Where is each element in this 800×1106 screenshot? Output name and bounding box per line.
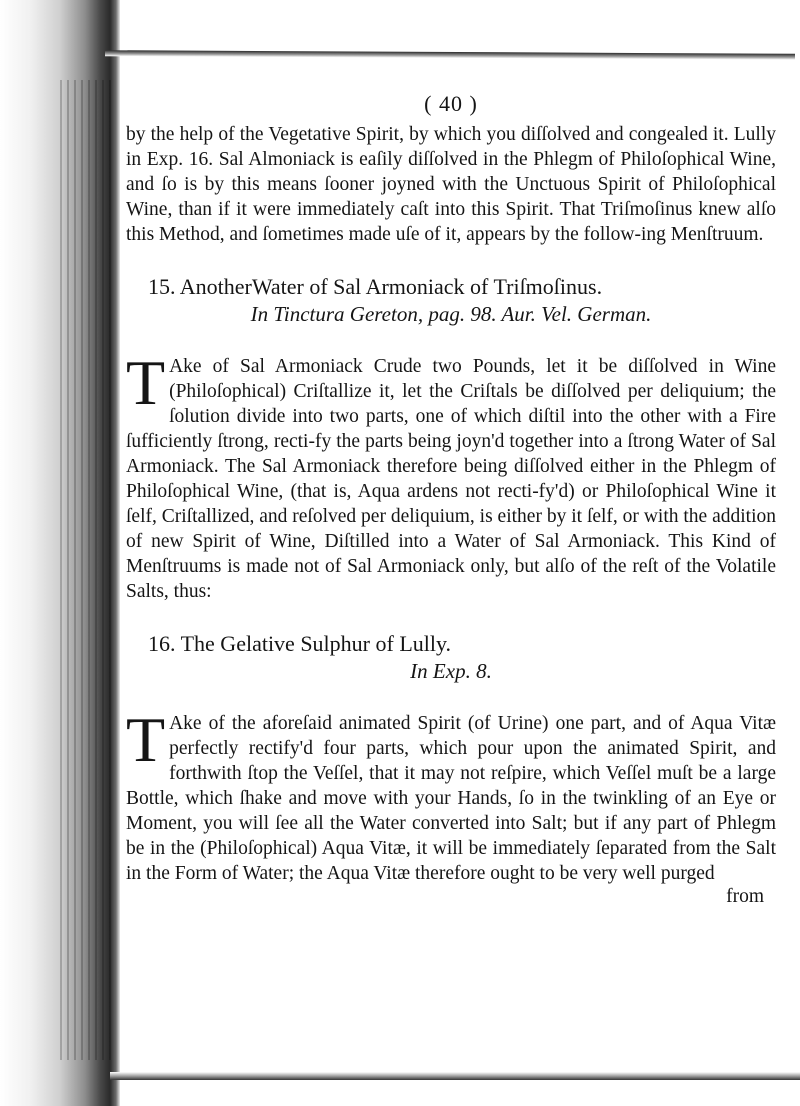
section-15-dropcap: T bbox=[126, 347, 166, 418]
section-15-heading: 15. AnotherWater of Sal Armoniack of Triſmoſinus. bbox=[148, 274, 603, 299]
page-number: ( 40 ) bbox=[424, 91, 478, 116]
page-top-edge bbox=[105, 50, 795, 60]
intro-paragraph: by the help of the Vegetative Spirit, by which you diſſolved and congealed it. Lully in Exp. 16. Sal Almoniack is eaſily diſſolved in the Phlegm of Philoſophical Wine, and ſo is by this means ſooner joyned with the Unctuous Spirit of Philoſophical Wine, than if it were immediately caſt into this Spirit. That Triſmoſinus knew alſo this Method, and ſometimes made uſe of it, appears by the follow-ing Menſtruum. bbox=[126, 124, 776, 245]
book-page bbox=[126, 60, 776, 1070]
section-15-subheading: In Tinctura Gereton, pag. 98. Aur. Vel. German. bbox=[250, 302, 652, 326]
section-16-text: Ake of the aforeſaid animated Spirit (of Urine) one part, and of Aqua Vitæ perfectly rectify'd four parts, which pour upon the animated Spirit, and forthwith ſtop the Veſſel, that it may not reſpire, which Veſſel muſt be a large Bottle, which ſhake and move with your Hands, ſo in the twinkling of an Eye or Moment, you will ſee all the Water converted into Salt; but if any part of Phlegm be in the (Philoſophical) Aqua Vitæ, it will be immediately ſeparated from the Salt in the Form of Water; the Aqua Vitæ therefore ought to be very well purged bbox=[126, 713, 776, 884]
section-16-subheading: In Exp. 8. bbox=[410, 659, 492, 683]
catchword: from bbox=[726, 886, 764, 907]
page-bottom-edge bbox=[110, 1072, 800, 1080]
section-16-heading: 16. The Gelative Sulphur of Lully. bbox=[148, 631, 452, 656]
section-15-body bbox=[126, 347, 776, 604]
section-16-dropcap: T bbox=[126, 704, 166, 775]
section-15-text: Ake of Sal Armoniack Crude two Pounds, let it be diſſolved in Wine (Philoſophical) Criſtallize it, let the Criſtals be diſſolved per deliquium; the ſolution divide into two parts, one of which diſtil into the other with a Fire ſufficiently ſtrong, recti-fy the parts being joyn'd together into a ſtrong Water of Sal Armoniack. The Sal Armoniack therefore being diſſolved either in the Phlegm of Philoſophical Wine, (that is, Aqua ardens not recti-fy'd) or Philoſophical Wine it ſelf, Criſtallized, and reſolved per deliquium, is either by it ſelf, or with the addition of new Spirit of Wine, Diſtilled into a Water of Sal Armoniack. This Kind of Menſtruums is made not of Sal Armoniack only, but alſo of the reſt of the Volatile Salts, thus: bbox=[126, 356, 776, 602]
section-16-body bbox=[126, 704, 776, 886]
gutter-page-edges bbox=[60, 80, 115, 1060]
